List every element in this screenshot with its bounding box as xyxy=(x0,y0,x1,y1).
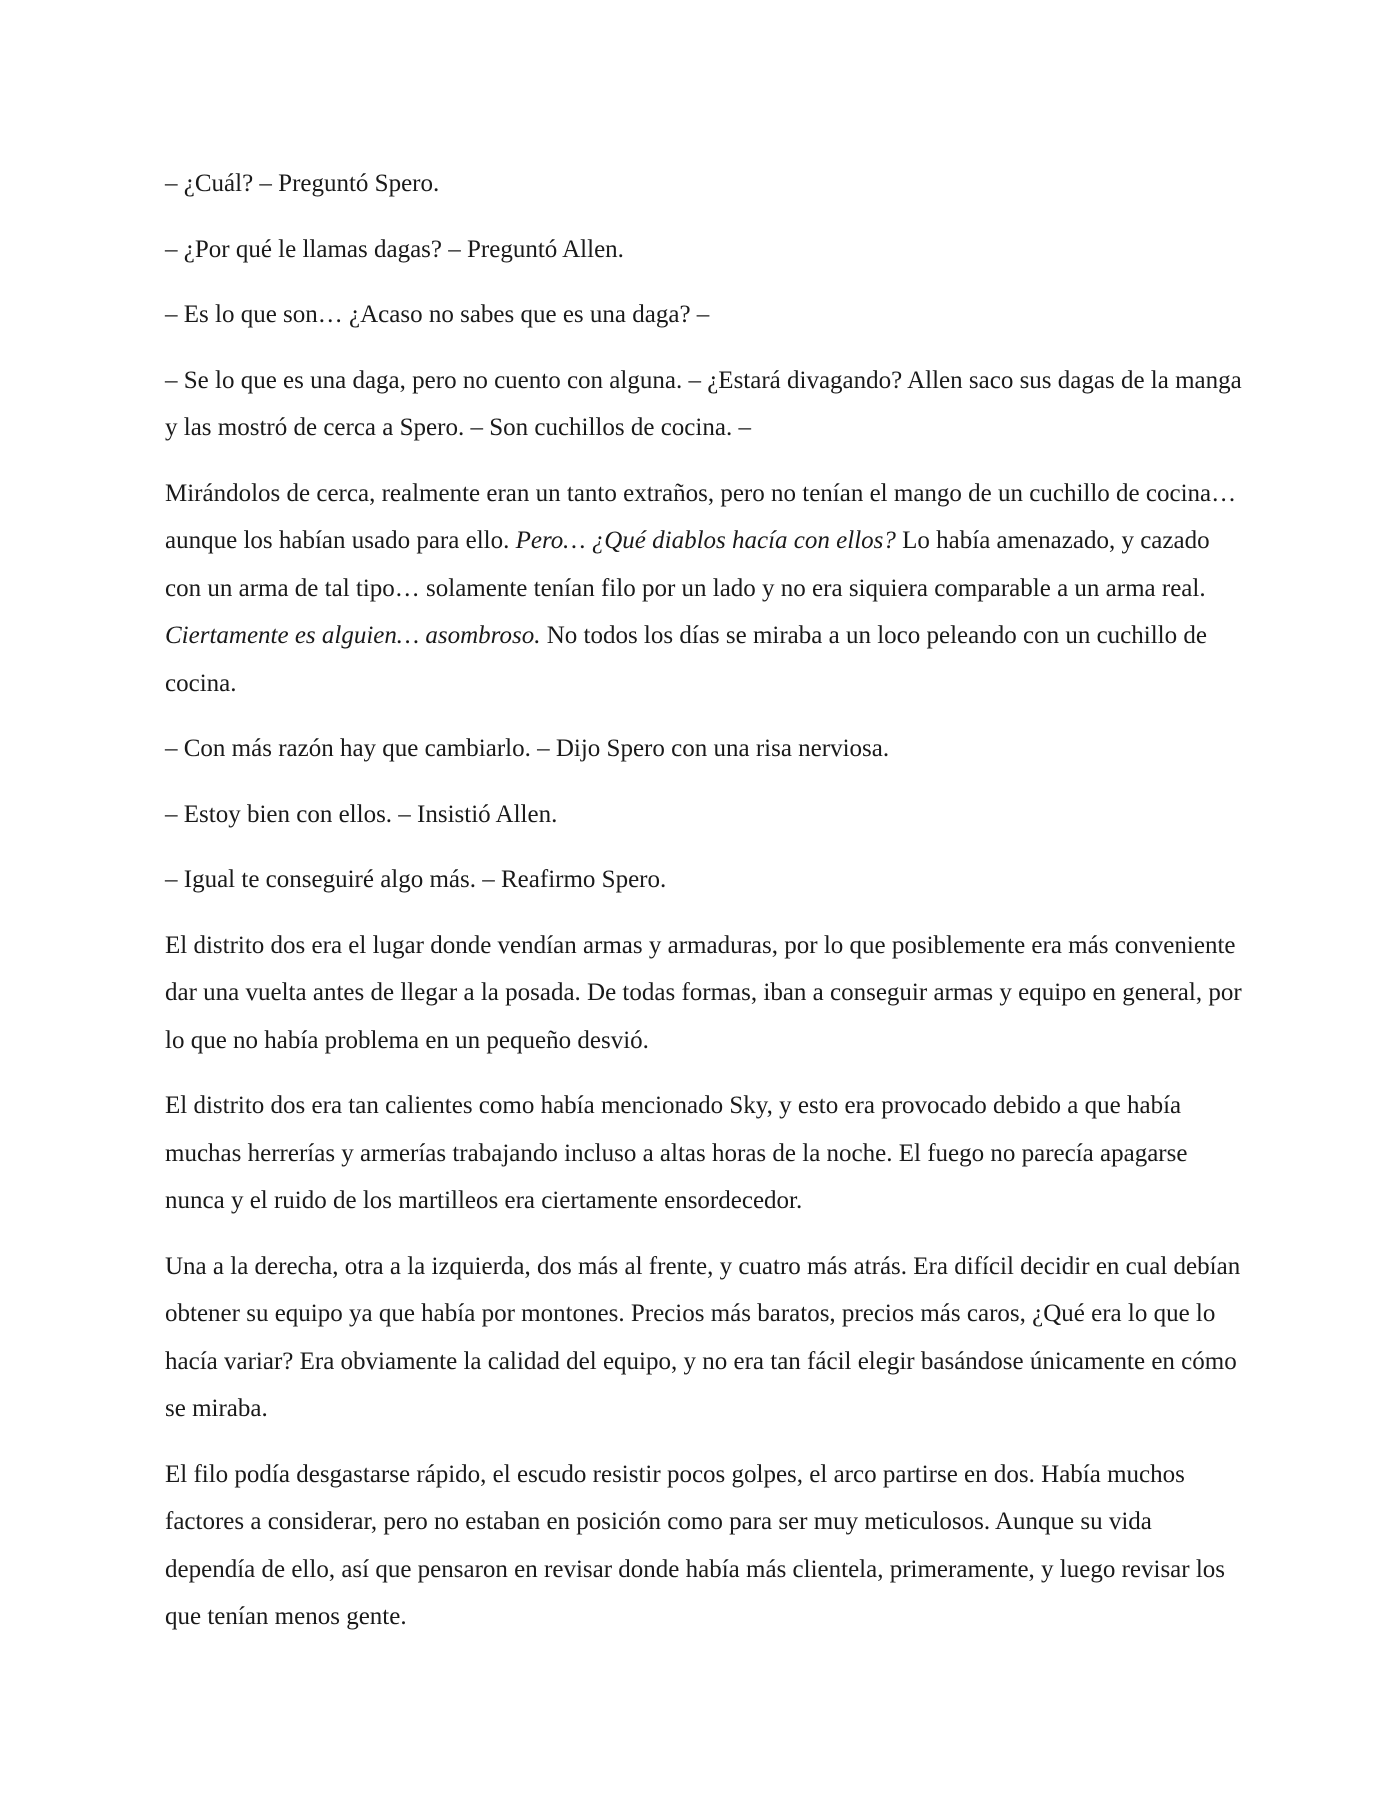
text-run: Una a la derecha, otra a la izquierda, dos más al frente, y cuatro más atrás. Era difícil decidir en cual debían obtener su equipo ya que había por montones. Precios más baratos, precios más caros, ¿Qué era lo que lo hacía variar? Era obviamente la calidad del equipo, y no era tan fácil elegir basándose únicamente en cómo se miraba. xyxy=(165,1252,1241,1422)
paragraph-9 xyxy=(165,922,1245,1065)
paragraph-8 xyxy=(165,856,1245,904)
text-run: – ¿Por qué le llamas dagas? – Preguntó Allen. xyxy=(165,235,624,263)
paragraph-1 xyxy=(165,160,1245,208)
italic-thought: Pero… ¿Qué diablos hacía con ellos? xyxy=(515,527,896,554)
text-run: Lo había amenazado, y cazado con un arma de tal tipo… solamente tenían filo por un lado y no era siquiera comparable a un arma real. xyxy=(165,527,1210,602)
paragraph-4 xyxy=(165,357,1245,452)
text-run: El filo podía desgastarse rápido, el escudo resistir pocos golpes, el arco partirse en dos. Había muchos factores a considerar, pero no estaban en posición como para ser muy meticulosos. Aunque su vida dependía de ello, así que pensaron en revisar donde había más clientela, primeramente, y luego revisar los que tenían menos gente. xyxy=(165,1460,1226,1630)
text-run: – Es lo que son… ¿Acaso no sabes que es una daga? – xyxy=(165,301,710,328)
text-run: Mirándolos de cerca, realmente eran un tanto extraños, pero no tenían el mango de un cuchillo de cocina… aunque los habían usado para ello. xyxy=(165,479,1237,554)
text-run: El distrito dos era el lugar donde vendían armas y armaduras, por lo que posiblemente era más conveniente dar una vuelta antes de llegar a la posada. De todas formas, iban a conseguir armas y equipo en general, por lo que no había problema en un pequeño desvió. xyxy=(165,931,1242,1054)
text-run: – Se lo que es una daga, pero no cuento con alguna. – ¿Estará divagando? Allen saco sus dagas de la manga y las mostró de cerca a Spero. – Son cuchillos de cocina. – xyxy=(165,366,1242,441)
text-run: – ¿Cuál? – Preguntó Spero. xyxy=(165,170,440,197)
paragraph-12 xyxy=(165,1451,1245,1641)
paragraph-7 xyxy=(165,791,1245,839)
italic-thought: Ciertamente es alguien… asombroso. xyxy=(165,622,541,649)
text-run: – Con más razón hay que cambiarlo. – Dijo Spero con una risa nerviosa. xyxy=(165,735,890,762)
text-run: – Igual te conseguiré algo más. – Reafirmo Spero. xyxy=(165,866,667,893)
text-run: No todos los días se miraba a un loco peleando con un cuchillo de cocina. xyxy=(165,622,1207,697)
paragraph-10 xyxy=(165,1082,1245,1225)
paragraph-11 xyxy=(165,1243,1245,1433)
document-page xyxy=(165,160,1245,1659)
text-run: – Estoy bien con ellos. – Insistió Allen. xyxy=(165,800,558,828)
paragraph-5 xyxy=(165,470,1245,708)
paragraph-2 xyxy=(165,226,1245,274)
paragraph-6 xyxy=(165,725,1245,773)
paragraph-3 xyxy=(165,291,1245,339)
text-run: El distrito dos era tan calientes como había mencionado Sky, y esto era provocado debido a que había muchas herrerías y armerías trabajando incluso a altas horas de la noche. El fuego no parecía apagarse nunca y el ruido de los martilleos era ciertamente ensordecedor. xyxy=(165,1092,1188,1214)
